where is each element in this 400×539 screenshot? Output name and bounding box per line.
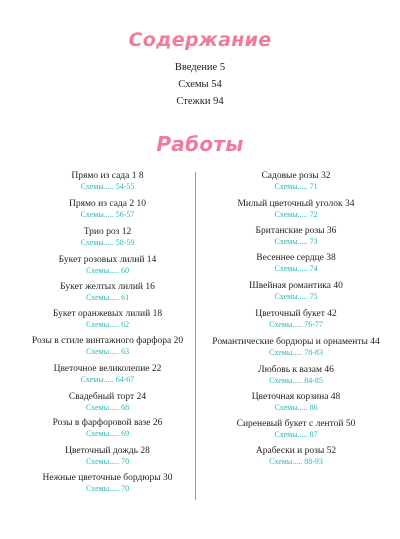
- list-item: [20, 309, 195, 330]
- entry-pages: Схемы..... 54-55: [80, 182, 135, 191]
- entry-pages: Схемы..... 58-59: [80, 238, 135, 247]
- list-item: [196, 446, 396, 467]
- entry-title: Цветочный букет 42: [255, 309, 337, 319]
- entry-pages: Схемы..... 56-57: [80, 210, 135, 219]
- entry-pages: Схемы..... 75: [274, 292, 318, 301]
- entry-pages: Схемы..... 78-83: [269, 348, 323, 357]
- entry-title: Розы в фарфоровой вазе 26: [52, 418, 163, 428]
- entry-pages: Схемы..... 72: [274, 210, 318, 219]
- list-item: [20, 392, 195, 413]
- entry-title: Розы в стиле винтажного фарфора 20: [31, 336, 184, 346]
- entry-pages: Схемы..... 60: [85, 266, 130, 275]
- entry-title: Милый цветочный уголок 34: [237, 199, 355, 209]
- entry-title: Прямо из сада 1 8: [71, 171, 144, 181]
- list-item: [196, 392, 396, 413]
- entry-pages: Схемы..... 68: [85, 403, 130, 412]
- list-item: [20, 199, 195, 220]
- list-item: [196, 226, 396, 247]
- list-item: [196, 171, 396, 192]
- list-item: [20, 364, 195, 385]
- list-item: [20, 227, 195, 248]
- list-item: [196, 337, 396, 358]
- entry-pages: Схемы..... 70: [85, 484, 130, 493]
- entry-pages: Схемы..... 64-67: [80, 375, 135, 384]
- entry-pages: Схемы..... 61: [85, 293, 130, 302]
- entry-pages: Схемы..... 70: [85, 457, 130, 466]
- entry-title: Арабески и розы 52: [255, 446, 337, 456]
- entry-pages: Схемы..... 87: [274, 430, 318, 439]
- entry-title: Цветочный дождь 28: [65, 446, 150, 456]
- entry-pages: Схемы..... 88-93: [269, 457, 323, 466]
- list-item: [20, 171, 195, 192]
- entry-pages: Схемы..... 62: [85, 320, 130, 329]
- contents-heading: Содержание: [128, 29, 272, 51]
- list-item: [20, 336, 195, 357]
- list-item: [196, 199, 396, 220]
- works-heading: Работы: [156, 132, 244, 156]
- entry-title: Букет розовых лилий 14: [58, 255, 157, 265]
- list-item: [20, 282, 195, 303]
- entry-title: Цветочная корзина 48: [251, 392, 341, 402]
- entry-title: Швейная романтика 40: [249, 281, 343, 291]
- entry-title: Любовь к вазам 46: [258, 365, 334, 375]
- list-item: [196, 253, 396, 274]
- entry-pages: Схемы..... 69: [85, 429, 130, 438]
- list-item: [20, 255, 195, 276]
- list-item: [196, 365, 396, 386]
- list-item: [196, 281, 396, 302]
- entry-pages: Схемы..... 76-77: [269, 320, 323, 329]
- entry-pages: Схемы..... 84-85: [269, 376, 323, 385]
- contents-item-intro: Введение 5: [174, 62, 226, 73]
- entry-title: Садовые розы 32: [261, 171, 331, 181]
- entry-pages: Схемы..... 73: [274, 237, 318, 246]
- entry-title: Романтические бордюры и орнаменты 44: [212, 337, 380, 347]
- entry-pages: Схемы..... 86: [274, 403, 318, 412]
- list-item: [20, 473, 195, 494]
- entry-title: Нежные цветочные бордюры 30: [42, 473, 173, 483]
- entry-title: Весеннее сердце 38: [256, 253, 336, 263]
- contents-item-stitches: Стежки 94: [176, 96, 224, 107]
- entry-title: Трио роз 12: [83, 227, 132, 237]
- entry-pages: Схемы..... 74: [274, 264, 318, 273]
- entry-pages: Схемы..... 63: [85, 347, 130, 356]
- entry-pages: Схемы..... 71: [274, 182, 318, 191]
- contents-item-schemes: Схемы 54: [178, 79, 222, 90]
- entry-title: Букет оранжевых лилий 18: [52, 309, 163, 319]
- entry-title: Цветочное великолепие 22: [53, 364, 162, 374]
- entry-title: Сиреневый букет с лентой 50: [236, 419, 356, 429]
- entry-title: Британские розы 36: [255, 226, 337, 236]
- entry-title: Букет желтых лилий 16: [60, 282, 155, 292]
- list-item: [196, 419, 396, 440]
- list-item: [196, 309, 396, 330]
- entry-title: Прямо из сада 2 10: [69, 199, 146, 209]
- list-item: [20, 418, 195, 439]
- list-item: [20, 446, 195, 467]
- entry-title: Свадебный торт 24: [68, 392, 147, 402]
